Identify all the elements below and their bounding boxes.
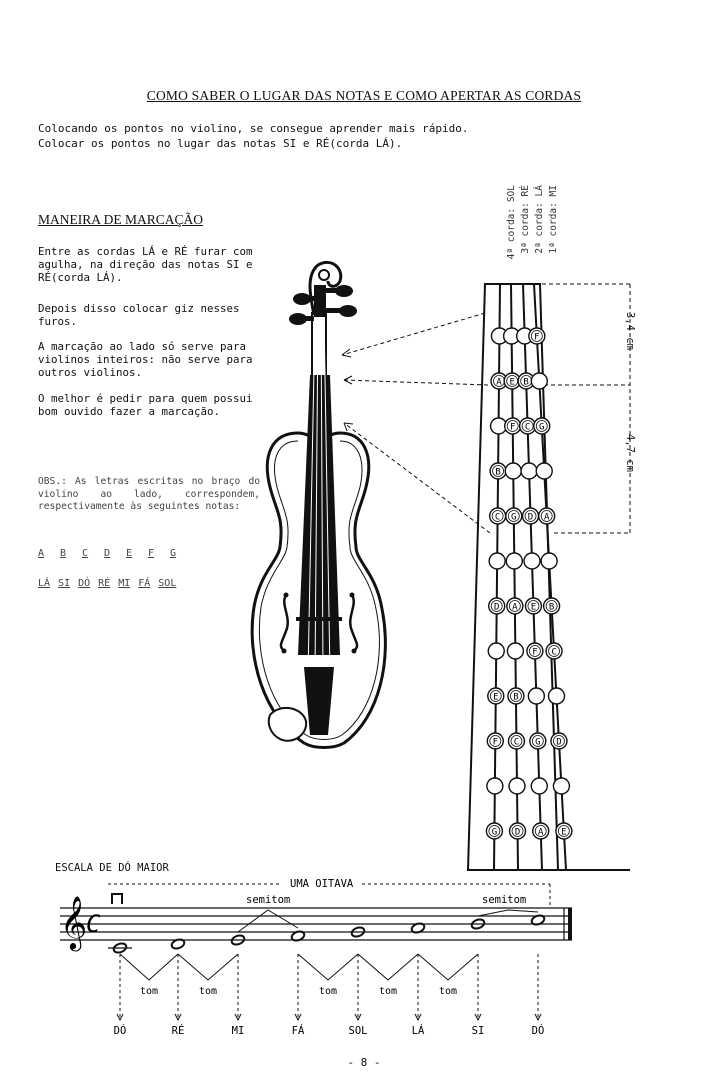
fingerboard-note-letter: D	[493, 602, 500, 613]
fingerboard-note-circle	[509, 778, 525, 794]
tone-label: tom	[139, 986, 159, 997]
string-label-4: 4ª corda: SOL	[506, 185, 517, 260]
fingerboard-note-letter: C	[524, 422, 531, 433]
fingerboard-note-letter: B	[495, 467, 501, 478]
marking-heading: MANEIRA DE MARCAÇÃO	[38, 212, 204, 227]
scale-title: ESCALA DE DÓ MAIOR	[55, 862, 169, 874]
tone-mark	[358, 954, 418, 980]
fingerboard-note-letter: A	[538, 827, 544, 838]
obs-note-name: RÉ	[98, 578, 111, 589]
fingerboard-note-letter: E	[493, 692, 499, 703]
fingerboard-note-circle	[531, 373, 547, 389]
fingerboard-note-letter: F	[534, 332, 540, 343]
obs-letter: D	[104, 548, 111, 559]
obs-letter: E	[126, 548, 133, 559]
semitone-mark	[478, 910, 538, 916]
obs-note-name: DÓ	[78, 578, 91, 589]
marking-paragraph-2: Depois disso colocar giz nesses furos.	[38, 302, 240, 328]
measure-label-3-4cm: 3,4 cm	[624, 312, 636, 350]
obs-letter-row	[38, 548, 192, 559]
tone-label: tom	[198, 986, 218, 997]
fingerboard-note-circle	[521, 463, 537, 479]
obs-letter: B	[60, 548, 67, 559]
fingerboard-note-letter: G	[491, 827, 498, 838]
string-label-2: 2ª corda: LÁ	[534, 185, 545, 254]
fingerboard-note-letter: C	[551, 647, 557, 658]
obs-note-name: MI	[118, 578, 131, 589]
scale-note-name: LÁ	[411, 1025, 425, 1037]
scale-note-name: FÁ	[291, 1025, 305, 1037]
obs-note-name: LÁ	[38, 578, 51, 589]
measure-label-4-7cm: 4,7 cm	[624, 434, 636, 472]
scale-note-name: DÓ	[113, 1025, 127, 1037]
obs-note-name: FÁ	[138, 578, 151, 589]
intro-line-2: Colocar os pontos no lugar das notas SI e RÉ(corda LÁ).	[38, 137, 403, 150]
tone-mark	[178, 954, 238, 980]
scale-note-name: RÉ	[171, 1025, 185, 1037]
fingerboard-note-letter: D	[514, 827, 521, 838]
tone-mark	[298, 954, 358, 980]
fingerboard-note-circle	[506, 553, 522, 569]
fingerboard-note-letter: B	[523, 377, 529, 388]
treble-clef-icon: 𝄞	[60, 895, 88, 949]
obs-name-row	[38, 578, 184, 589]
scale-marks	[108, 910, 546, 1037]
fingerboard-note-letter: D	[527, 512, 534, 523]
fingerboard-note-circle	[548, 688, 564, 704]
tone-label: tom	[438, 986, 458, 997]
fingerboard-note-letter: A	[496, 377, 502, 388]
tone-label: tom	[378, 986, 398, 997]
fingerboard-note-letter: F	[509, 422, 516, 433]
semitone-label: semitom	[246, 894, 291, 906]
fingerboard-note-circle	[487, 778, 503, 794]
marking-paragraph-4: O melhor é pedir para quem possui bom ouvido fazer a marcação.	[38, 392, 253, 418]
obs-letter: F	[148, 548, 155, 559]
fingerboard-note-circle	[505, 463, 521, 479]
fingerboard-note-letter: G	[535, 737, 541, 748]
page-number: - 8 -	[347, 1056, 381, 1069]
fingerboard-chart	[330, 268, 640, 878]
semitone-mark	[238, 910, 298, 932]
scale-note-name: MI	[231, 1025, 245, 1037]
fingerboard-note-circle	[507, 643, 523, 659]
fingerboard-note-letter: G	[511, 512, 517, 523]
intro-line-1: Colocando os pontos no violino, se consegue aprender mais rápido.	[38, 122, 469, 135]
fingerboard-note-letter: B	[513, 692, 519, 703]
scale-note-name: SOL	[348, 1025, 368, 1037]
fingerboard-note-letter: E	[509, 377, 515, 388]
scale-note-name: SI	[471, 1025, 485, 1037]
fingerboard-note-letter: C	[513, 737, 520, 748]
fingerboard-note-letter: A	[512, 602, 518, 613]
string-label-1: 1ª corda: MI	[548, 185, 559, 254]
fingerboard-note-circle	[531, 778, 547, 794]
marking-paragraph-3: A marcação ao lado só serve para violinos inteiros: não serve para outros violinos.	[38, 340, 253, 379]
obs-letter: G	[170, 548, 177, 559]
fingerboard-note-letter: C	[494, 512, 501, 523]
obs-note-name: SOL	[158, 578, 177, 589]
obs-note: OBS.: As letras escritas no braço do violino ao lado, correspondem, respectivamente às seguintes notas:	[38, 476, 260, 512]
tone-label: tom	[318, 986, 338, 997]
obs-note-name: SI	[58, 578, 71, 589]
semitone-label: semitom	[482, 894, 527, 906]
marking-paragraph-1: Entre as cordas LÁ e RÉ furar com agulha, na direção das notas SI e RÉ(corda LÁ).	[38, 245, 253, 284]
fingerboard-note-circle	[489, 553, 505, 569]
fingerboard-note-letter: B	[548, 602, 555, 613]
fingerboard-note-letter: A	[543, 512, 550, 523]
tone-mark	[120, 954, 178, 980]
fingerboard-note-letter: F	[532, 647, 538, 658]
scale-note-name: DÓ	[531, 1025, 545, 1037]
page-title: COMO SABER O LUGAR DAS NOTAS E COMO APERTAR AS CORDAS	[146, 88, 582, 103]
string-label-3: 3ª corda: RÉ	[520, 185, 531, 254]
c-major-scale	[50, 870, 580, 1045]
obs-letter: C	[82, 548, 89, 559]
fingerboard-note-circle	[488, 643, 504, 659]
tone-mark	[418, 954, 478, 980]
fingerboard-note-letter: E	[530, 602, 537, 613]
octave-label: UMA OITAVA	[290, 878, 354, 890]
time-signature: C	[86, 910, 101, 938]
fingerboard-note-circle	[524, 553, 540, 569]
fingerboard-note-letter: G	[539, 422, 545, 433]
fingerboard-note-circle	[528, 688, 544, 704]
fingerboard-note-circle	[536, 463, 552, 479]
fingerboard-note-circle	[541, 553, 557, 569]
fingerboard-note-circle	[553, 778, 569, 794]
fingerboard-note-letter: E	[561, 827, 567, 838]
obs-letter: A	[38, 548, 45, 559]
fingerboard-note-letter: D	[556, 737, 562, 748]
fingerboard-note-letter: F	[492, 737, 499, 748]
